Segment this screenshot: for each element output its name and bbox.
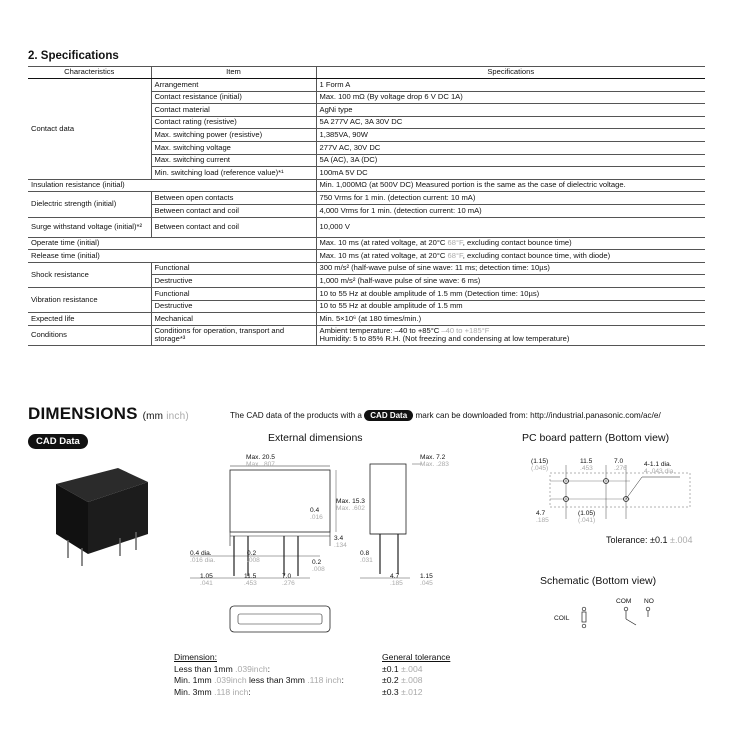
dimension-header: Dimension:	[174, 652, 217, 662]
cad-note-text: The CAD data of the products with a	[230, 411, 362, 420]
dim-value: 11.5	[244, 573, 257, 580]
pcb-dim-115b	[580, 458, 593, 472]
range-inch: .039inch	[235, 663, 268, 674]
dim-value: Max. 7.2	[420, 454, 446, 461]
external-dimensions-drawing	[170, 450, 480, 630]
item-cell: Destructive	[151, 300, 316, 313]
dim-value: (1.05)	[578, 510, 596, 517]
cad-note-link-text[interactable]: mark can be downloaded from: http://industrial.panasonic.com/ac/e/	[415, 411, 661, 420]
surge-label: Surge withstand voltage (initial)*²	[28, 217, 151, 237]
spec-cell: 1,000 m/s² (half-wave pulse of sine wave: 6 ms)	[316, 275, 705, 288]
tolerance-value: Tolerance: ±0.1	[606, 535, 668, 545]
dim-value: 0.4 dia.	[190, 550, 212, 557]
spec-cell: 5A (AC), 3A (DC)	[316, 154, 705, 167]
spec-text: , excluding contact bounce time)	[462, 238, 572, 248]
cad-data-badge[interactable]: CAD Data	[28, 434, 88, 449]
header-specifications: Specifications	[316, 67, 705, 79]
tolerance-note	[606, 535, 692, 545]
item-cell: Contact material	[151, 104, 316, 117]
dim-inch: (.045)	[531, 465, 549, 472]
unit-label	[143, 411, 189, 422]
table-row	[28, 250, 705, 263]
cad-note	[230, 411, 661, 420]
dielectric-label: Dielectric strength (initial)	[28, 192, 151, 217]
dim-inch: .276	[614, 465, 627, 472]
tolerance-range	[174, 664, 382, 676]
range-inch: .039inch	[214, 675, 247, 686]
dim-inch: .031	[360, 557, 373, 564]
range-text: Less than 1mm	[174, 663, 233, 674]
dim-inch: .008	[312, 566, 325, 573]
insulation-label: Insulation resistance (initial)	[28, 179, 316, 192]
range-colon: :	[267, 663, 271, 674]
dim-inch: Max. .602	[336, 505, 365, 512]
dimensions-heading: DIMENSIONS	[28, 404, 138, 423]
table-row	[28, 192, 705, 205]
item-cell: Destructive	[151, 275, 316, 288]
dim-inch: .453	[580, 465, 593, 472]
dim-dia04	[190, 550, 215, 564]
dim-value: 3.4	[334, 535, 344, 542]
operate-label: Operate time (initial)	[28, 237, 316, 250]
dim-value: 0.2	[247, 550, 257, 557]
tolerance-range: Min. 1mm .039inch less than 3mm .118 inch:	[174, 675, 344, 686]
dim-inch: .045	[420, 580, 433, 587]
dimensions-title	[28, 404, 189, 424]
spec-cell: Max. 100 mΩ (By voltage drop 6 V DC 1A)	[316, 91, 705, 104]
spec-cell	[316, 325, 705, 345]
item-cell: Max. switching voltage	[151, 141, 316, 154]
pcb-pattern-title: PC board pattern (Bottom view)	[522, 432, 670, 444]
spec-inch: 68°F	[447, 238, 463, 248]
dim-value: (1.15)	[531, 458, 549, 465]
item-cell: Contact resistance (initial)	[151, 91, 316, 104]
dim-inch: .453	[244, 580, 257, 587]
table-row	[28, 325, 705, 345]
dim-inch: (.041)	[578, 517, 596, 524]
dim-04	[310, 507, 323, 521]
cad-badge-inline: CAD Data	[364, 410, 413, 421]
shock-label: Shock resistance	[28, 262, 151, 287]
range-inch: .118 inch	[214, 686, 249, 697]
dim-inch: .008	[247, 557, 260, 564]
dim-max153	[336, 498, 365, 512]
tol-inch: ±.004	[401, 663, 423, 674]
dim-105	[200, 573, 213, 587]
dim-value: 11.5	[580, 458, 593, 465]
dim-value: 1.05	[200, 573, 213, 580]
tol-inch: ±.012	[401, 686, 423, 697]
header-characteristics: Characteristics	[28, 67, 151, 79]
specifications-table	[28, 66, 705, 346]
dim-inch: .134	[334, 542, 347, 549]
table-row	[28, 179, 705, 192]
dim-max205	[246, 454, 275, 468]
dim-value: 7.0	[614, 458, 624, 465]
spec-cell: 1,385VA, 90W	[316, 129, 705, 142]
spec-cell: Min. 1,000MΩ (at 500V DC) Measured portion is the same as the case of dielectric voltage.	[316, 179, 705, 192]
dim-value: 0.2	[312, 559, 322, 566]
spec-cell: 750 Vrms for 1 min. (detection current: 10 mA)	[316, 192, 705, 205]
schematic-no-label: NO	[644, 598, 654, 605]
dim-value: 7.0	[282, 573, 292, 580]
tolerance-value	[382, 675, 423, 687]
dim-value: 0.8	[360, 550, 370, 557]
item-cell: Between contact and coil	[151, 217, 316, 237]
dim-value: 4.7	[536, 510, 546, 517]
schematic-coil-label: COIL	[554, 615, 570, 622]
unit-inch: inch)	[166, 411, 189, 422]
dim-max72	[420, 454, 449, 468]
tol-mm: ±0.1	[382, 663, 399, 674]
item-cell: Max. switching current	[151, 154, 316, 167]
spec-text: Max. 10 ms (at rated voltage, at 20°C	[319, 238, 446, 248]
dim-value: Max. 20.5	[246, 454, 275, 461]
schematic-com-label: COM	[616, 598, 632, 605]
dim-115b	[420, 573, 433, 587]
range-inch: .118 inch	[307, 675, 342, 686]
pcb-dim-41	[644, 461, 675, 475]
general-tolerance-header: General tolerance	[382, 652, 451, 662]
schematic-drawing	[576, 605, 666, 641]
item-cell: Max. switching power (resistive)	[151, 129, 316, 142]
vibration-label: Vibration resistance	[28, 287, 151, 312]
dim-inch: Max. .283	[420, 461, 449, 468]
general-tolerance-table	[174, 652, 450, 698]
item-cell: Mechanical	[151, 313, 316, 326]
tol-mm: ±0.2	[382, 675, 399, 686]
spec-cell: AgNi type	[316, 104, 705, 117]
spec-text: Ambient temperature: –40 to +85°C	[319, 325, 440, 335]
dim-value: 4-1.1 dia.	[644, 461, 672, 468]
spec-cell	[316, 250, 705, 263]
table-header-row	[28, 67, 705, 79]
spec-inch: –40 to +185°F	[441, 325, 490, 335]
range-text: less than 3mm	[249, 675, 305, 686]
tolerance-row	[174, 675, 450, 687]
dim-inch: .276	[282, 580, 295, 587]
dim-70	[282, 573, 295, 587]
tolerance-header-row	[174, 652, 450, 664]
tol-mm: ±0.3	[382, 686, 399, 697]
table-row	[28, 313, 705, 326]
pcb-dim-47	[536, 510, 549, 524]
item-cell: Arrangement	[151, 79, 316, 92]
dim-08	[360, 550, 373, 564]
dim-inch: Max. .807	[246, 461, 275, 468]
dim-inch: .016	[310, 514, 323, 521]
tolerance-inch: ±.004	[670, 535, 693, 545]
spec-text: Humidity: 5 to 85% R.H. (Not freezing and condensing at low temperature)	[319, 334, 570, 344]
spec-cell	[316, 237, 705, 250]
dim-inch: 4-.043 dia.	[644, 468, 676, 475]
item-cell: Between open contacts	[151, 192, 316, 205]
dim-inch: .185	[536, 517, 549, 524]
release-label: Release time (initial)	[28, 250, 316, 263]
range-text: Min. 1mm	[174, 675, 212, 686]
item-cell: Conditions for operation, transport and storage*³	[151, 325, 316, 345]
spec-cell: 277V AC, 30V DC	[316, 141, 705, 154]
dim-value: 4.7	[390, 573, 400, 580]
item-cell: Functional	[151, 287, 316, 300]
dim-02a	[247, 550, 260, 564]
spec-text: , excluding contact bounce time, with diode)	[462, 250, 611, 260]
spec-cell: 10 to 55 Hz at double amplitude of 1.5 mm	[316, 300, 705, 313]
range-text: Min. 3mm	[174, 686, 212, 697]
spec-text: Max. 10 ms (at rated voltage, at 20°C	[319, 250, 446, 260]
spec-cell: 10 to 55 Hz at double amplitude of 1.5 mm (Detection time: 10µs)	[316, 287, 705, 300]
dim-34	[334, 535, 347, 549]
spec-cell: 5A 277V AC, 3A 30V DC	[316, 116, 705, 129]
dim-115	[244, 573, 257, 587]
spec-cell: 10,000 V	[316, 217, 705, 237]
table-row	[28, 217, 705, 237]
tolerance-range	[174, 687, 382, 699]
life-label: Expected life	[28, 313, 151, 326]
item-cell: Functional	[151, 262, 316, 275]
dim-value: 1.15	[420, 573, 433, 580]
pcb-dim-105	[578, 510, 595, 524]
dim-inch: .041	[200, 580, 213, 587]
conditions-label: Conditions	[28, 325, 151, 345]
table-row	[28, 262, 705, 275]
spec-cell: 4,000 Vrms for 1 min. (detection current: 10 mA)	[316, 204, 705, 217]
dim-02b	[312, 559, 325, 573]
item-cell: Contact rating (resistive)	[151, 116, 316, 129]
dim-inch: .016 dia.	[190, 557, 216, 564]
header-item: Item	[151, 67, 316, 79]
spec-cell: Min. 5×10⁶ (at 180 times/min.)	[316, 313, 705, 326]
relay-product-image	[48, 462, 158, 572]
spec-inch: 68°F	[447, 250, 463, 260]
contact-data-label: Contact data	[28, 79, 151, 180]
dim-value: Max. 15.3	[336, 498, 365, 505]
spec-cell: 300 m/s² (half-wave pulse of sine wave: 11 ms; detection time: 10µs)	[316, 262, 705, 275]
table-row	[28, 237, 705, 250]
schematic-title: Schematic (Bottom view)	[540, 575, 657, 587]
dim-value: 0.4	[310, 507, 320, 514]
item-cell: Between contact and coil	[151, 204, 316, 217]
pcb-dim-115	[531, 458, 548, 472]
dim-47	[390, 573, 403, 587]
range-colon: :	[248, 686, 251, 697]
tolerance-row	[174, 664, 450, 676]
external-dimensions-title: External dimensions	[268, 432, 363, 444]
unit-mm: (mm	[142, 411, 164, 422]
tol-inch: ±.008	[401, 675, 423, 686]
item-cell: Min. switching load (reference value)*¹	[151, 167, 316, 180]
table-row	[28, 287, 705, 300]
tolerance-row	[174, 687, 450, 699]
table-row	[28, 79, 705, 92]
section-title: 2. Specifications	[28, 50, 119, 62]
pcb-dim-70	[614, 458, 627, 472]
tolerance-value	[382, 687, 423, 699]
spec-cell: 100mA 5V DC	[316, 167, 705, 180]
tolerance-value	[382, 664, 423, 676]
spec-cell: 1 Form A	[316, 79, 705, 92]
dim-inch: .185	[390, 580, 403, 587]
